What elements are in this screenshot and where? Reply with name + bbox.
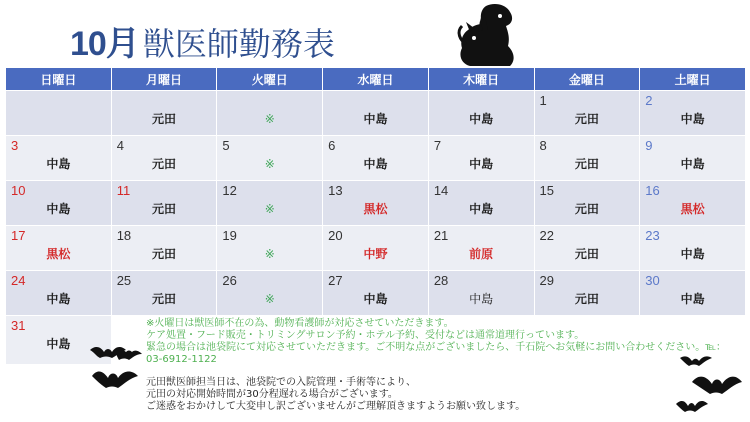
no-vet-mark: ※ — [264, 157, 275, 171]
day-cell — [534, 181, 640, 226]
bat-icon — [672, 352, 744, 418]
doctor-name: 中島 — [363, 292, 388, 306]
day-cell — [217, 136, 323, 181]
day-cell — [111, 271, 217, 316]
notice-line: ※火曜日は獣医師不在の為、動物看護師が対応させていただきます。 — [146, 318, 454, 329]
doctor-name: 黒松 — [680, 202, 705, 216]
doctor-name: 中野 — [363, 247, 388, 261]
week-row — [6, 226, 746, 271]
day-cell — [640, 271, 746, 316]
day-number: 20 — [328, 228, 343, 243]
day-cell — [534, 226, 640, 271]
title-month: 10月 — [70, 25, 139, 63]
day-cell — [111, 136, 217, 181]
doctor-name: 前原 — [469, 247, 494, 261]
day-cell — [428, 226, 534, 271]
day-number: 30 — [645, 273, 660, 288]
doctor-name: 元田 — [152, 292, 177, 306]
doctor-name: 中島 — [469, 292, 494, 306]
weekday-mon: 月曜日 — [111, 68, 217, 91]
doctor-name: 元田 — [152, 112, 177, 126]
day-number: 29 — [539, 273, 554, 288]
day-cell — [323, 271, 429, 316]
no-vet-mark: ※ — [264, 247, 275, 261]
doctor-name: 中島 — [469, 202, 494, 216]
doctor-name: 元田 — [152, 202, 177, 216]
day-number: 16 — [645, 183, 660, 198]
day-number: 12 — [222, 183, 237, 198]
doctor-name: 中島 — [46, 157, 71, 171]
notice-line: ご迷惑をおかけして大変申し訳ございませんがご理解頂きますようお願い致します。 — [146, 401, 526, 412]
day-cell — [6, 91, 112, 136]
no-vet-mark: ※ — [264, 112, 275, 126]
doctor-name: 中島 — [680, 112, 705, 126]
day-number: 3 — [11, 138, 19, 153]
day-number: 5 — [222, 138, 230, 153]
day-cell — [6, 181, 112, 226]
week-row — [6, 181, 746, 226]
weekday-sun: 日曜日 — [6, 68, 112, 91]
doctor-name: 中島 — [363, 157, 388, 171]
day-cell — [640, 136, 746, 181]
day-number: 24 — [11, 273, 26, 288]
day-cell — [6, 226, 112, 271]
doctor-name: 元田 — [152, 247, 177, 261]
day-cell — [534, 91, 640, 136]
day-number: 18 — [116, 228, 132, 243]
doctor-name: 元田 — [574, 247, 599, 261]
doctor-name: 元田 — [574, 112, 599, 126]
dog-and-cat-silhouette-icon — [448, 2, 520, 68]
day-cell — [640, 91, 746, 136]
day-number: 8 — [539, 138, 547, 153]
day-cell — [6, 136, 112, 181]
doctor-name: 黒松 — [363, 202, 388, 216]
day-cell — [323, 226, 429, 271]
day-number: 14 — [433, 183, 449, 198]
day-cell — [534, 271, 640, 316]
day-cell — [111, 91, 217, 136]
day-cell — [534, 136, 640, 181]
day-number: 4 — [116, 138, 124, 153]
notice-line: 緊急の場合は池袋院にて対応させていただきます。ご不明な点がございましたら、千石院へお気軽にお問い合わせください。℡：03-6912-1122 — [146, 342, 726, 365]
weekday-thu: 木曜日 — [428, 68, 534, 91]
day-number: 10 — [11, 183, 26, 198]
doctor-name: 中島 — [46, 202, 71, 216]
day-number: 23 — [645, 228, 660, 243]
day-number: 25 — [116, 273, 132, 288]
day-number: 27 — [328, 273, 343, 288]
doctor-name: 元田 — [574, 292, 599, 306]
day-cell — [111, 226, 217, 271]
day-number: 9 — [645, 138, 653, 153]
week-row — [6, 136, 746, 181]
day-cell — [217, 271, 323, 316]
doctor-name: 中島 — [46, 337, 71, 351]
notice-line: ケア処置・フード販売・トリミングサロン予約・ホテル予約、受付などは通常道理行っています。 — [146, 330, 585, 341]
doctor-name: 中島 — [680, 247, 705, 261]
day-number: 1 — [539, 93, 547, 108]
day-number: 13 — [328, 183, 343, 198]
day-number: 31 — [11, 318, 26, 333]
page-title — [70, 18, 335, 64]
doctor-name: 元田 — [152, 157, 177, 171]
notice-line: 元田の対応開始時間が30分程遅れる場合がございます。 — [146, 389, 398, 400]
day-number: 6 — [328, 138, 336, 153]
week-row — [6, 271, 746, 316]
doctor-name: 中島 — [469, 157, 494, 171]
weekday-fri: 金曜日 — [534, 68, 640, 91]
day-cell — [428, 136, 534, 181]
day-cell — [217, 226, 323, 271]
doctor-name: 中島 — [46, 292, 71, 306]
bat-icon — [86, 338, 146, 418]
day-number: 7 — [433, 138, 442, 153]
day-cell — [6, 271, 112, 316]
day-cell — [217, 91, 323, 136]
day-number: 28 — [433, 273, 449, 288]
no-vet-mark: ※ — [264, 202, 275, 216]
day-number: 15 — [539, 183, 554, 198]
day-cell — [323, 181, 429, 226]
day-cell — [323, 91, 429, 136]
doctor-name: 中島 — [680, 292, 705, 306]
title-text: 獣医師勤務表 — [142, 25, 335, 63]
day-number: 11 — [116, 183, 131, 198]
no-vet-mark: ※ — [264, 292, 275, 306]
day-cell — [323, 136, 429, 181]
doctor-name: 元田 — [574, 157, 599, 171]
day-number: 19 — [222, 228, 237, 243]
doctor-name: 黒松 — [46, 247, 71, 261]
day-number: 2 — [645, 93, 653, 108]
day-number: 17 — [11, 228, 26, 243]
day-cell — [111, 181, 217, 226]
day-cell — [640, 181, 746, 226]
doctor-name: 中島 — [363, 112, 388, 126]
day-number: 21 — [433, 228, 449, 243]
weekday-header-row — [6, 68, 746, 91]
day-cell — [217, 181, 323, 226]
doctor-name: 中島 — [469, 112, 494, 126]
motoda-notice — [146, 377, 666, 413]
weekday-tue: 火曜日 — [217, 68, 323, 91]
week-row — [6, 91, 746, 136]
doctor-name: 元田 — [574, 202, 599, 216]
notice-line: 元田獣医師担当日は、池袋院での入院管理・手術等により、 — [146, 377, 416, 388]
day-cell — [428, 181, 534, 226]
day-cell — [428, 91, 534, 136]
weekday-wed: 水曜日 — [323, 68, 429, 91]
day-cell — [428, 271, 534, 316]
doctor-name: 中島 — [680, 157, 705, 171]
tuesday-notice — [146, 318, 742, 366]
weekday-sat: 土曜日 — [640, 68, 746, 91]
day-number: 22 — [539, 228, 554, 243]
day-cell — [640, 226, 746, 271]
day-number: 26 — [222, 273, 237, 288]
